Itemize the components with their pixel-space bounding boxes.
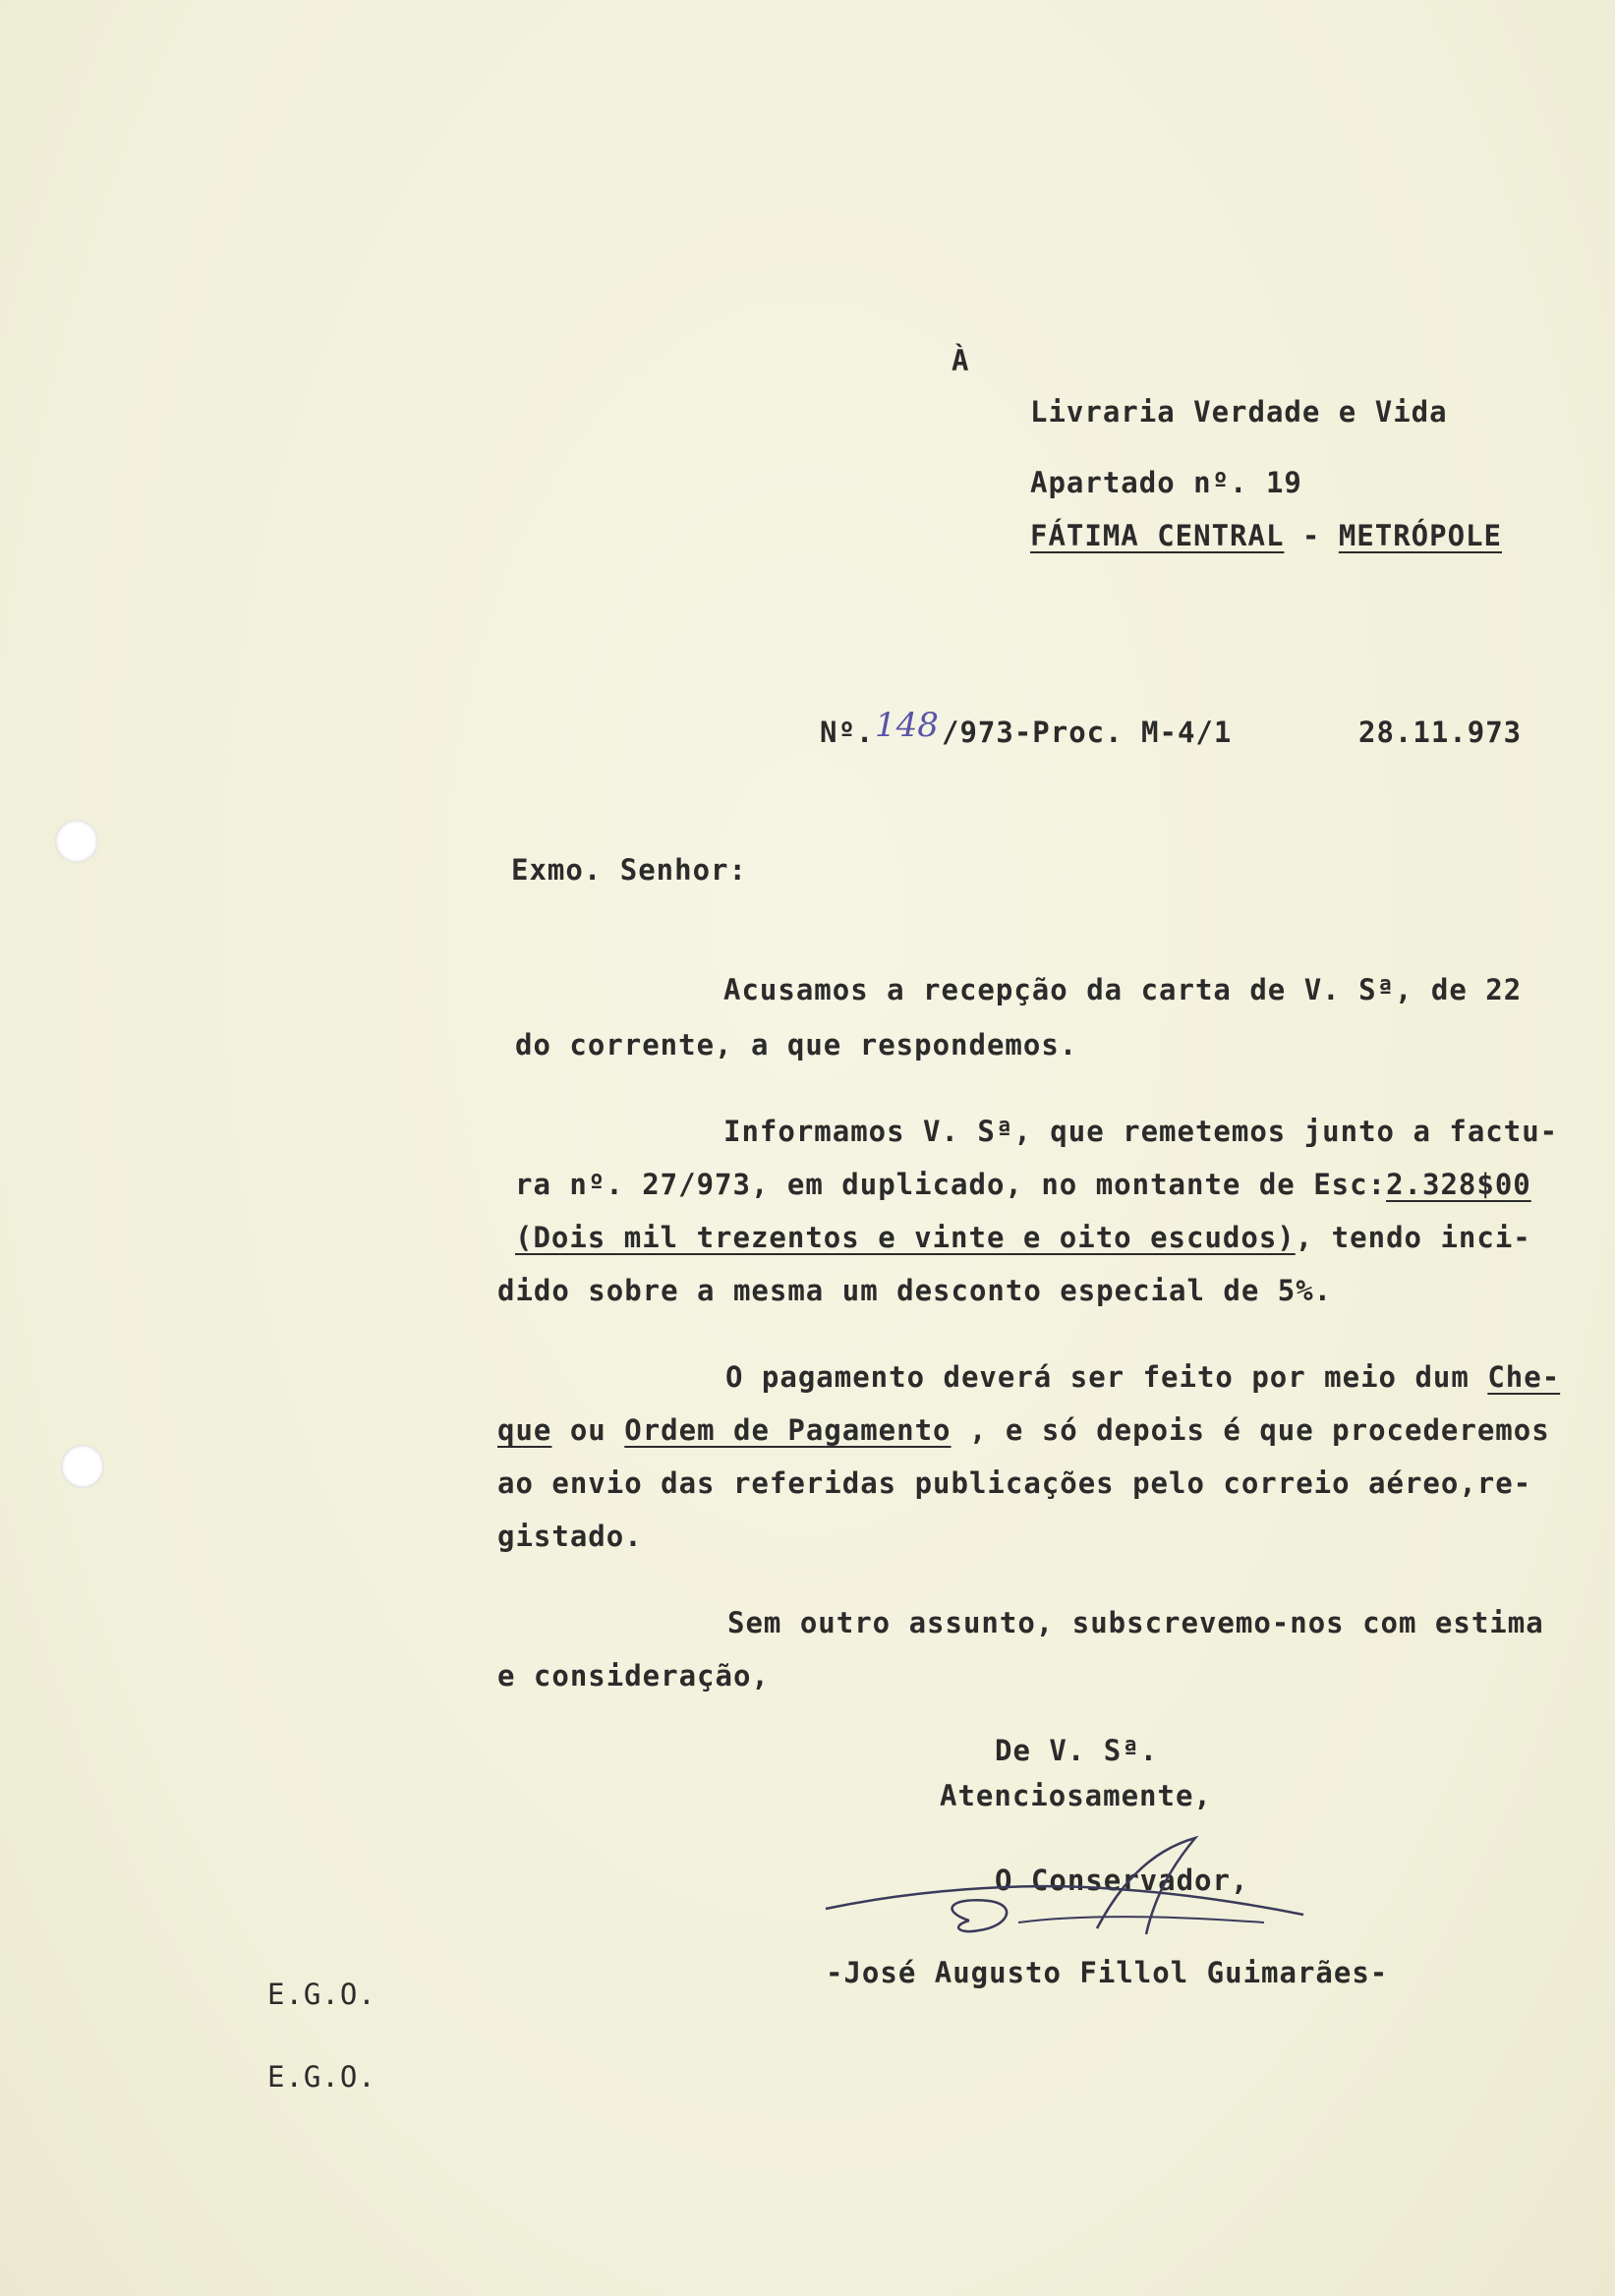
reference-no-label: Nº.: [820, 716, 875, 749]
paragraph4-line1: Sem outro assunto, subscrevemo-nos com estima: [727, 1606, 1544, 1639]
reference-process: /973-Proc. M-4/1: [942, 716, 1233, 749]
recipient-city: [1030, 519, 1502, 552]
paragraph2-line3: [515, 1221, 1531, 1254]
paragraph2-line3-text: , tendo inci-: [1295, 1221, 1531, 1254]
initials-1: E.G.O.: [267, 1978, 376, 2011]
recipient-address: Apartado nº. 19: [1030, 466, 1302, 499]
recipient-city-part2: METRÓPOLE: [1338, 519, 1502, 552]
cheque-word-start: Che-: [1487, 1360, 1561, 1394]
initials-2: E.G.O.: [267, 2060, 376, 2094]
closing-line1: De V. Sª.: [995, 1734, 1159, 1767]
reference-date: 28.11.973: [1358, 716, 1523, 749]
handwritten-number: 148: [875, 706, 939, 745]
paragraph3-line2-text: , e só depois é que procederemos: [951, 1413, 1550, 1447]
invoice-amount: 2.328$00: [1386, 1168, 1531, 1201]
payment-order: Ordem de Pagamento: [624, 1413, 952, 1447]
paragraph3-line1: [725, 1360, 1560, 1394]
amount-in-words: (Dois mil trezentos e vinte e oito escudos): [515, 1221, 1296, 1254]
paragraph2-line2-text: ra nº. 27/973, em duplicado, no montante de Esc:: [515, 1168, 1387, 1201]
closing-title: O Conservador,: [995, 1864, 1249, 1897]
recipient-city-part1: FÁTIMA CENTRAL: [1030, 519, 1285, 552]
signatory-name: -José Augusto Fillol Guimarães-: [826, 1956, 1389, 1989]
paragraph1-line2: do corrente, a que respondemos.: [515, 1028, 1078, 1062]
paragraph4-line2: e consideração,: [497, 1659, 770, 1693]
paragraph3-line4: gistado.: [497, 1520, 643, 1553]
paragraph2-line1: Informamos V. Sª, que remetemos junto a factu-: [723, 1115, 1559, 1148]
paragraph2-line4: dido sobre a mesma um desconto especial de 5%.: [497, 1274, 1333, 1307]
cheque-word-end: que: [497, 1413, 552, 1447]
salutation: Exmo. Senhor:: [511, 853, 747, 887]
paragraph3-line1-text: O pagamento deverá ser feito por meio dum: [725, 1360, 1488, 1394]
paragraph3-line2: [497, 1413, 1550, 1447]
recipient-name: Livraria Verdade e Vida: [1030, 395, 1448, 429]
recipient-city-sep: -: [1284, 519, 1339, 552]
recipient-prefix: À: [952, 344, 970, 377]
punch-hole-bottom: [61, 1445, 104, 1488]
punch-hole-top: [55, 820, 98, 863]
paragraph1-line1: Acusamos a recepção da carta de V. Sª, de 22: [723, 973, 1523, 1006]
closing-line2: Atenciosamente,: [940, 1779, 1212, 1812]
paragraph3-line2-or: ou: [551, 1413, 625, 1447]
paragraph2-line2: [515, 1168, 1531, 1201]
signature: [822, 1832, 1313, 1950]
paragraph3-line3: ao envio das referidas publicações pelo correio aéreo,re-: [497, 1466, 1532, 1500]
